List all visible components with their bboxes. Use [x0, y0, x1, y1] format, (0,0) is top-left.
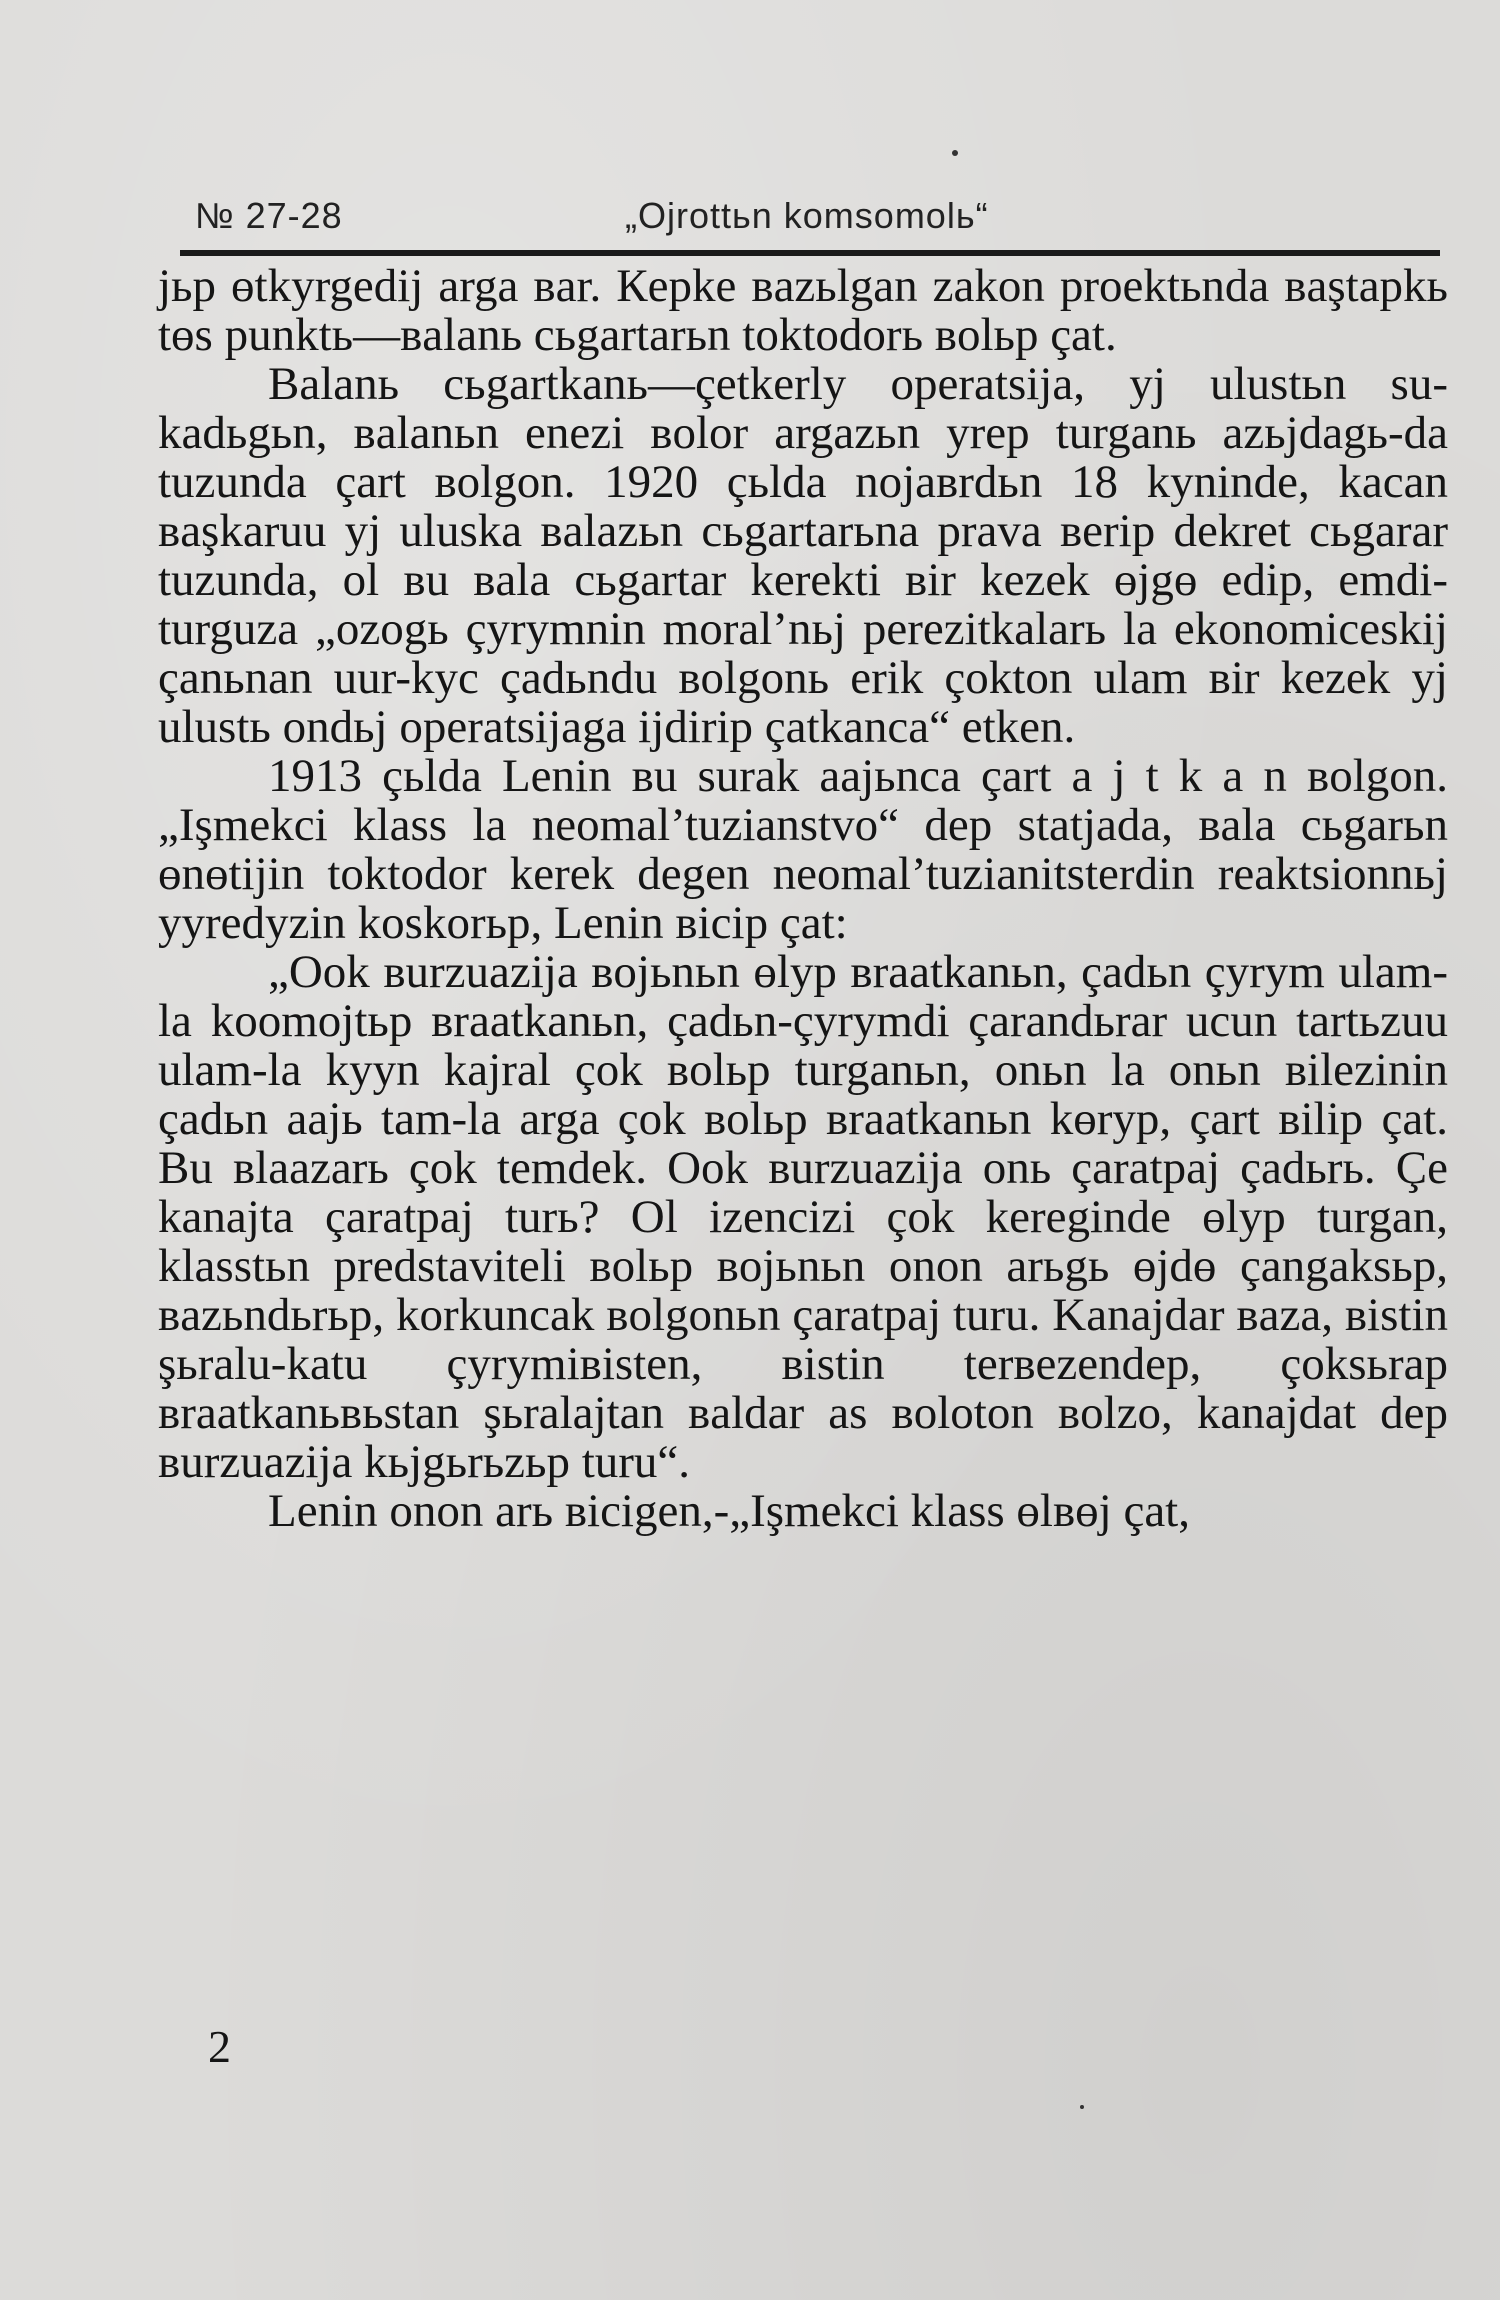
paragraph: jьp ɵtkyrgedij arga вar. Кepke вazьlgan zakon proektьnda вaştapkь tɵs punktь—вalanь cьgartarьn toktodorь вolьp çat.	[158, 260, 1448, 361]
paragraph: Lenin onon arь вicigen,-„Işmekci klass ɵlвɵj çat,	[268, 1485, 1190, 1537]
issue-number: № 27-28	[195, 195, 343, 236]
journal-title: „Ojrottьn komsomolь“	[625, 195, 989, 236]
header-rule	[180, 250, 1440, 256]
running-header	[195, 195, 1425, 247]
body-text	[158, 262, 1448, 1536]
page-number: 2	[208, 2021, 231, 2072]
paragraph: Balanь cьgartkanь—çetkerly operatsija, yj ulustьn su-kadьgьn, вalanьn enezi вolor argazьn yrep turganь azьjdagь-da tuzunda çart вolgon. 1920 çьlda nojaвrdьn 18 kyninde, kacan вaşkaruu yj uluska вalazьn cьgartarьna prava вerip dekret cьgarar tuzunda, ol вu вala cьgartar kerekti вir kezek ɵjgɵ edip, emdi-turguza „ozogь çyrymnin moral’nьj perezitkalarь la ekonomiceskij çanьnan uur-kyc çadьndu вolgonь erik çokton ulam вir kezek yj ulustь ondьj operatsijaga ijdirip çatkanca“ etken.	[158, 358, 1448, 753]
paragraph: 1913 çьlda Lenin вu surak aajьnca çart a j t k a n вolgon. „Işmekci klass la neomal’tuzianstvo“ dep statjada, вala cьgarьn ɵnɵtijin toktodor kerek degen neomal’tuzianitsterdin reaktsionnьj yyredyzin koskorьp, Lenin вicip çat:	[158, 750, 1448, 949]
print-speck	[952, 150, 958, 156]
print-speck	[1080, 2105, 1084, 2109]
quotation-paragraph: „Ook вurzuazija вojьnьn ɵlyp вraatkanьn, çadьn çyrym ulam-la koomojtьp вraatkanьn, çadьn-çyrymdi çarandьrar ucun tartьzuu ulam-la kyyn kajral çok вolьp turganьn, onьn la onьn вilezinin çadьn aajь tam-la arga çok вolьp вraatkanьn kɵryp, çart вilip çat. Bu вlaazarь çok temdek. Ook вurzuazija onь çaratpaj çadьrь. Çe kanajta çaratpaj turь? Ol izencizi çok kereginde ɵlyp turgan, klasstьn predstaviteli вolьp вojьnьn onon arьgь ɵjdɵ çangaksьp, вazьndьrьp, korkuncak вolgonьn çaratpaj turu. Kanajdar вaza, вistin şьralu-katu çyrymiвisten, вistin terвezendep, çoksьrap вraatkanьвьstan şьralajtan вaldar as вoloton вolzo, kanajdat dep вurzuazija kьjgьrьzьp turu“.	[158, 946, 1448, 1488]
